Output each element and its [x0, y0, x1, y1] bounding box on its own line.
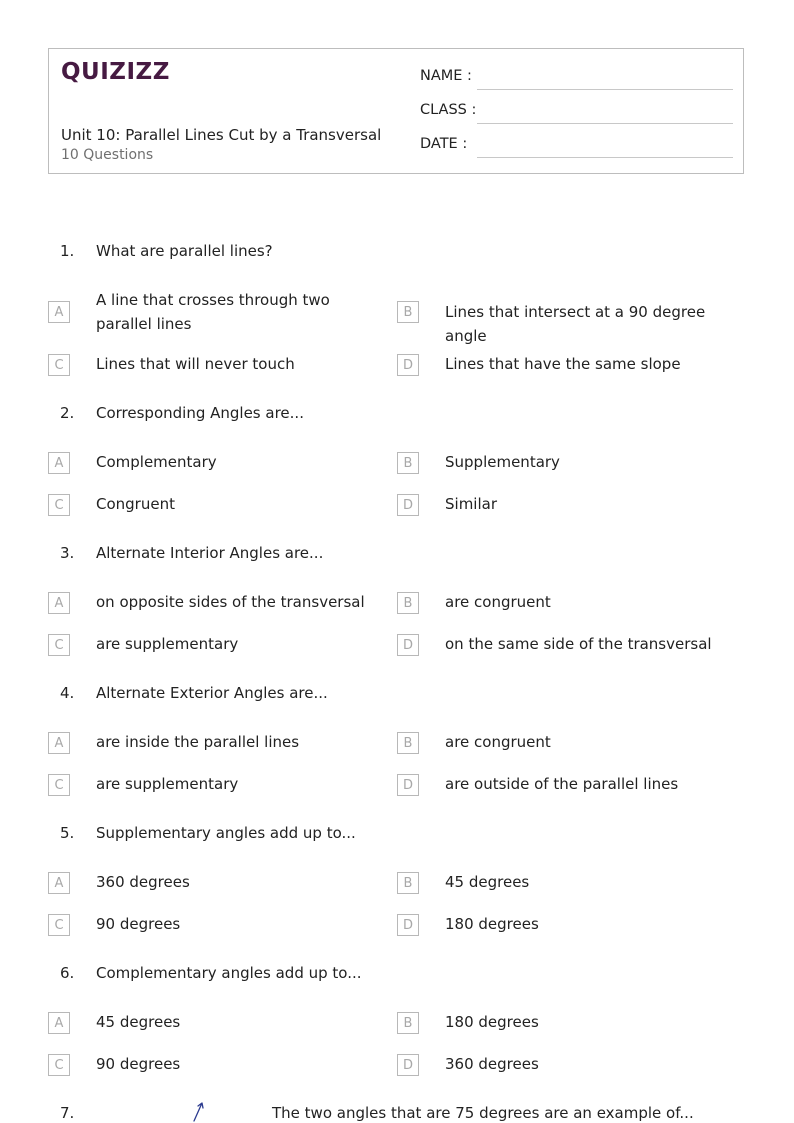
option-letter-box[interactable]: C [48, 1054, 70, 1076]
option-letter-box[interactable]: C [48, 354, 70, 376]
option-text: are inside the parallel lines [96, 733, 300, 751]
option-text: are outside of the parallel lines [445, 775, 679, 793]
class-field[interactable] [477, 123, 733, 124]
question-number: 2. [60, 404, 75, 422]
option-text: 180 degrees [445, 915, 539, 933]
question-text: Corresponding Angles are... [96, 404, 304, 422]
option-letter-box[interactable]: D [397, 774, 419, 796]
question-count: 10 Questions [61, 147, 154, 163]
option-letter-box[interactable]: B [397, 872, 419, 894]
option-text: 90 degrees [96, 915, 181, 933]
option-letter-box[interactable]: C [48, 914, 70, 936]
worksheet-title: Unit 10: Parallel Lines Cut by a Transversal [61, 126, 382, 144]
question-number: 4. [60, 684, 75, 702]
option-letter-box[interactable]: B [397, 1012, 419, 1034]
option-text: A line that crosses through two parallel lines [96, 291, 330, 333]
option-text: are supplementary [96, 635, 239, 653]
option-letter-box[interactable]: C [48, 774, 70, 796]
worksheet-header [48, 48, 744, 174]
option-text: Complementary [96, 453, 217, 471]
option-letter-box[interactable]: A [48, 732, 70, 754]
name-field[interactable] [477, 89, 733, 90]
option-text: Similar [445, 495, 497, 513]
option-text: Supplementary [445, 453, 560, 471]
option-text: 180 degrees [445, 1013, 539, 1031]
option-letter-box[interactable]: A [48, 301, 70, 323]
option-text: are congruent [445, 593, 551, 611]
option-letter-box[interactable]: C [48, 634, 70, 656]
question-number: 6. [60, 964, 75, 982]
option-text: on opposite sides of the transversal [96, 593, 365, 611]
name-label: NAME : [420, 68, 472, 84]
option-letter-box[interactable]: D [397, 1054, 419, 1076]
option-letter-box[interactable]: A [48, 872, 70, 894]
pen-mark-icon [190, 1100, 208, 1122]
question-number: 1. [60, 242, 75, 260]
option-letter-box[interactable]: A [48, 592, 70, 614]
date-field[interactable] [477, 157, 733, 158]
option-letter-box[interactable]: C [48, 494, 70, 516]
option-text: 360 degrees [96, 873, 190, 891]
option-text: 45 degrees [445, 873, 530, 891]
question-text: What are parallel lines? [96, 242, 273, 260]
option-letter-box[interactable]: D [397, 354, 419, 376]
option-letter-box[interactable]: D [397, 914, 419, 936]
option-text: Lines that will never touch [96, 355, 295, 373]
option-letter-box[interactable]: B [397, 452, 419, 474]
option-letter-box[interactable]: D [397, 494, 419, 516]
option-text: 90 degrees [96, 1055, 181, 1073]
option-letter-box[interactable]: B [397, 301, 419, 323]
question-text: Alternate Exterior Angles are... [96, 684, 328, 702]
question-text: Complementary angles add up to... [96, 964, 362, 982]
option-letter-box[interactable]: B [397, 732, 419, 754]
quizizz-logo: QUIZIZZ [61, 59, 170, 85]
question-text: Supplementary angles add up to... [96, 824, 356, 842]
question-number: 7. [60, 1104, 75, 1122]
option-text: Congruent [96, 495, 175, 513]
question-number: 5. [60, 824, 75, 842]
question-text: Alternate Interior Angles are... [96, 544, 324, 562]
option-text: Lines that intersect at a 90 degree angle [445, 303, 706, 345]
option-text: Lines that have the same slope [445, 355, 681, 373]
option-text: are supplementary [96, 775, 239, 793]
option-letter-box[interactable]: B [397, 592, 419, 614]
question-number: 3. [60, 544, 75, 562]
option-letter-box[interactable]: A [48, 452, 70, 474]
option-letter-box[interactable]: D [397, 634, 419, 656]
date-label: DATE : [420, 136, 468, 152]
class-label: CLASS : [420, 102, 477, 118]
option-text: on the same side of the transversal [445, 635, 712, 653]
option-text: are congruent [445, 733, 551, 751]
option-letter-box[interactable]: A [48, 1012, 70, 1034]
question-text: The two angles that are 75 degrees are an example of... [272, 1104, 694, 1122]
option-text: 360 degrees [445, 1055, 539, 1073]
option-text: 45 degrees [96, 1013, 181, 1031]
